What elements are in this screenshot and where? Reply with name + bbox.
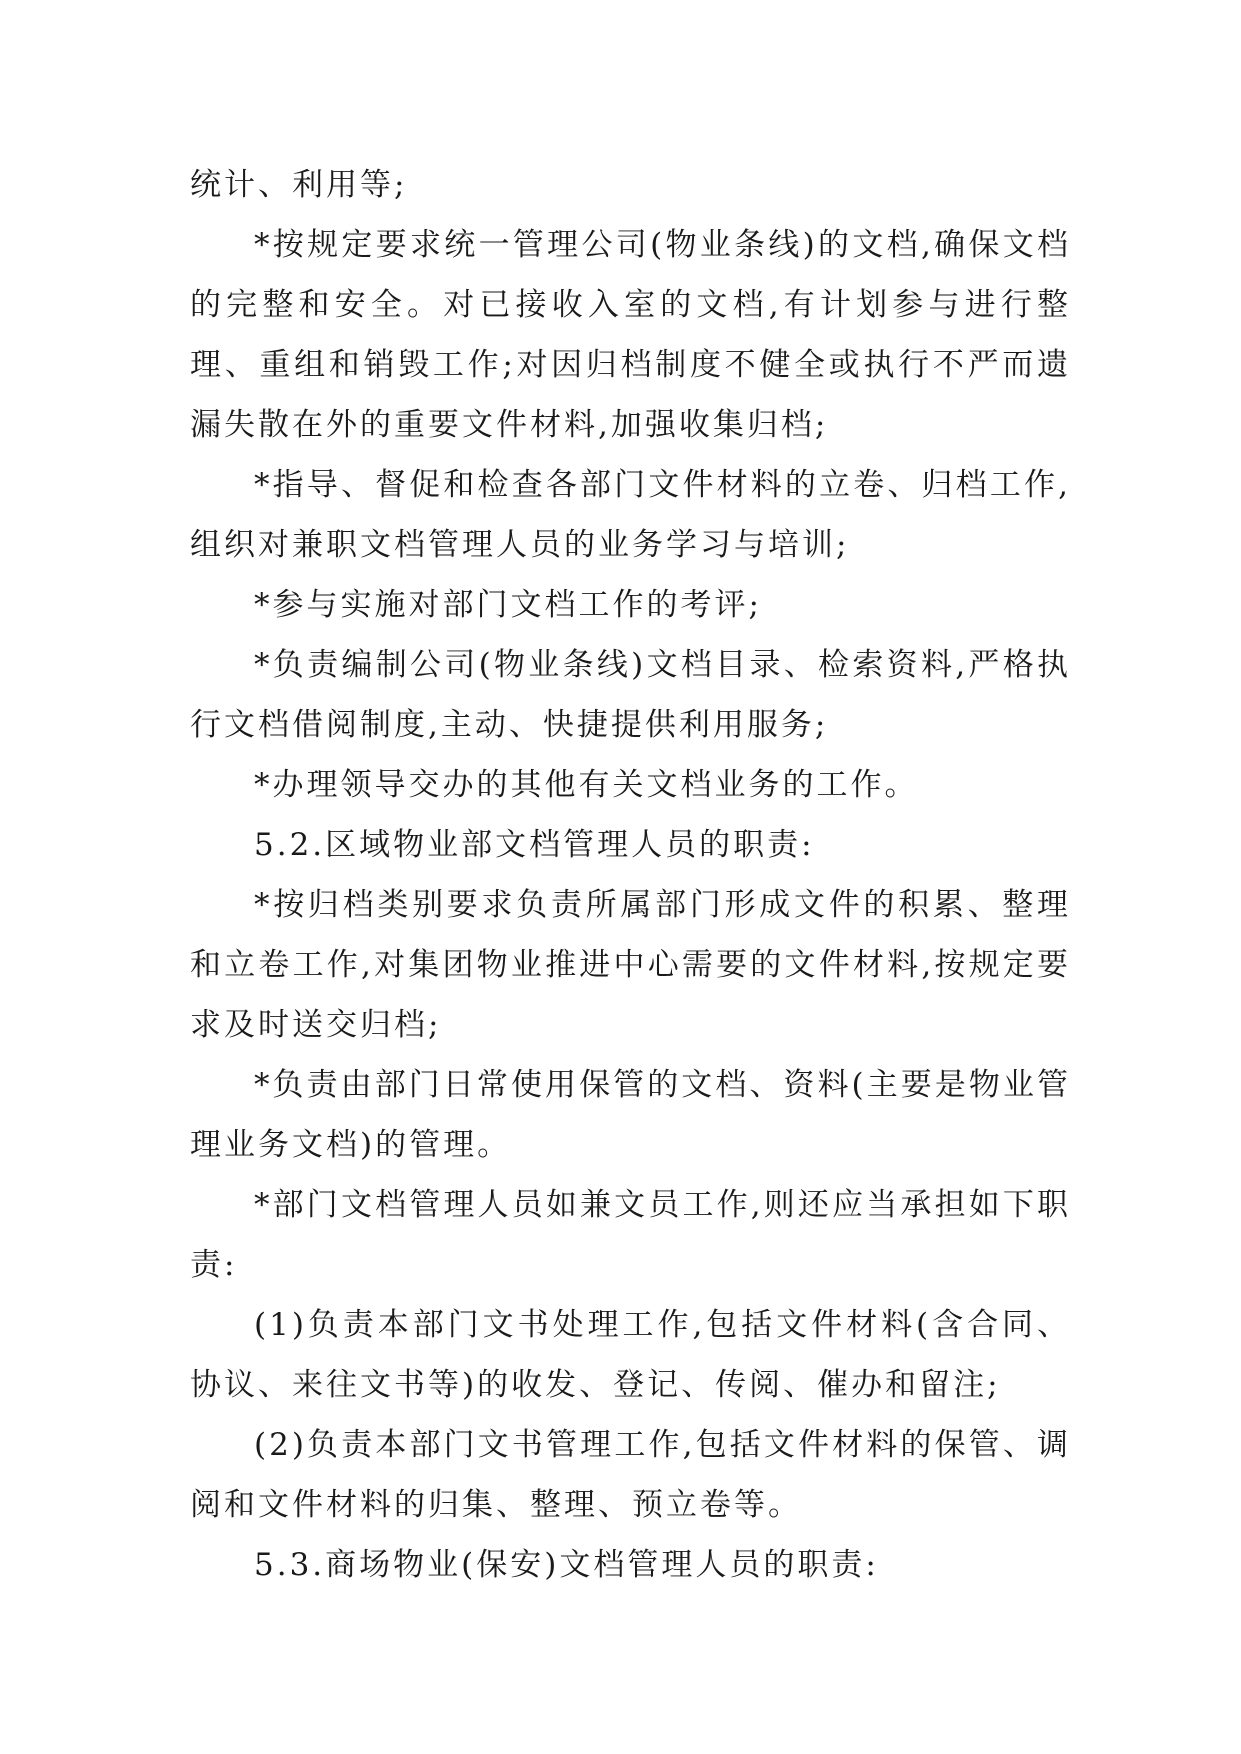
paragraph-2: *按规定要求统一管理公司(物业条线)的文档,确保文档的完整和安全。对已接收入室的文档,有计划参与进行整理、重组和销毁工作;对因归档制度不健全或执行不严而遗漏失散在外的重要文件材料,加强收集归档; xyxy=(190,227,1071,443)
paragraph-5: *负责编制公司(物业条线)文档目录、检索资料,严格执行文档借阅制度,主动、快捷提供利用服务; xyxy=(190,647,1071,743)
section-heading-5-2: 5.2.区域物业部文档管理人员的职责: xyxy=(254,827,815,863)
paragraph-8: *按归档类别要求负责所属部门形成文件的积累、整理和立卷工作,对集团物业推进中心需要的文件材料,按规定要求及时送交归档; xyxy=(190,887,1071,1043)
paragraph-1: 统计、利用等; xyxy=(190,167,408,203)
paragraph-4: *参与实施对部门文档工作的考评; xyxy=(254,587,762,623)
paragraph-3: *指导、督促和检查各部门文件材料的立卷、归档工作,组织对兼职文档管理人员的业务学习与培训; xyxy=(190,467,1071,563)
section-heading-5-3: 5.3.商场物业(保安)文档管理人员的职责: xyxy=(254,1547,879,1583)
list-item-2: (2)负责本部门文书管理工作,包括文件材料的保管、调阅和文件材料的归集、整理、预立卷等。 xyxy=(190,1427,1071,1523)
paragraph-9: *负责由部门日常使用保管的文档、资料(主要是物业管理业务文档)的管理。 xyxy=(190,1067,1071,1163)
list-item-1: (1)负责本部门文书处理工作,包括文件材料(含合同、协议、来往文书等)的收发、登记、传阅、催办和留注; xyxy=(190,1307,1071,1403)
paragraph-10: *部门文档管理人员如兼文员工作,则还应当承担如下职责: xyxy=(190,1187,1071,1283)
paragraph-6: *办理领导交办的其他有关文档业务的工作。 xyxy=(254,767,919,803)
